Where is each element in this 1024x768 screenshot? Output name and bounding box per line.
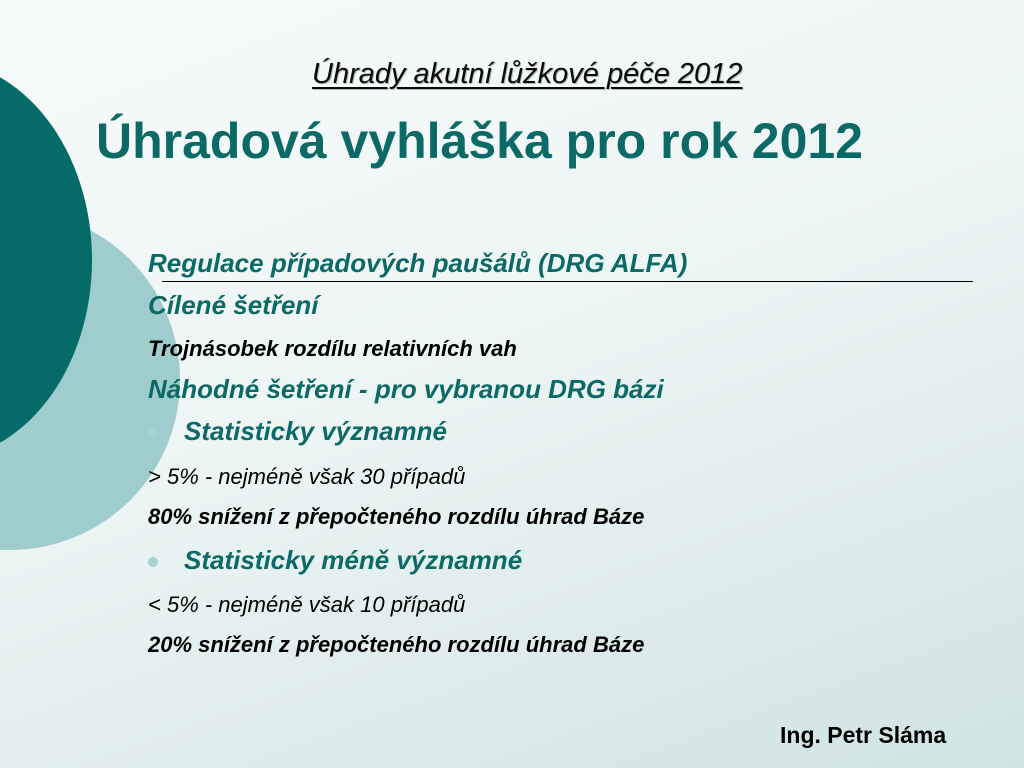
bullet-label: Statisticky významné: [184, 416, 448, 446]
line-reduction-80: 80% snížení z přepočteného rozdílu úhrad Báze: [148, 504, 645, 529]
line-threshold-5-30: > 5% - nejméně však 30 případů: [148, 464, 466, 489]
bullet-label: Statisticky méně významné: [184, 545, 523, 575]
line-regulation: Regulace případových paušálů (DRG ALFA): [148, 248, 688, 278]
slide-subtitle: Úhrady akutní lůžkové péče 2012: [312, 58, 743, 90]
line-reduction-20: 20% snížení z přepočteného rozdílu úhrad Báze: [148, 632, 645, 657]
author-name: Ing. Petr Sláma: [780, 722, 947, 748]
bullet-icon: [148, 428, 158, 438]
heading-underline: [162, 281, 973, 282]
line-random-survey: Náhodné šetření - pro vybranou DRG bázi: [148, 374, 664, 404]
line-targeted-survey: Cílené šetření: [148, 290, 319, 320]
line-threshold-5-10: < 5% - nejméně však 10 případů: [148, 592, 466, 617]
line-triple-difference: Trojnásobek rozdílu relativních vah: [148, 336, 517, 361]
bullet-icon: [148, 557, 158, 567]
slide-title: Úhradová vyhláška pro rok 2012: [96, 113, 864, 169]
